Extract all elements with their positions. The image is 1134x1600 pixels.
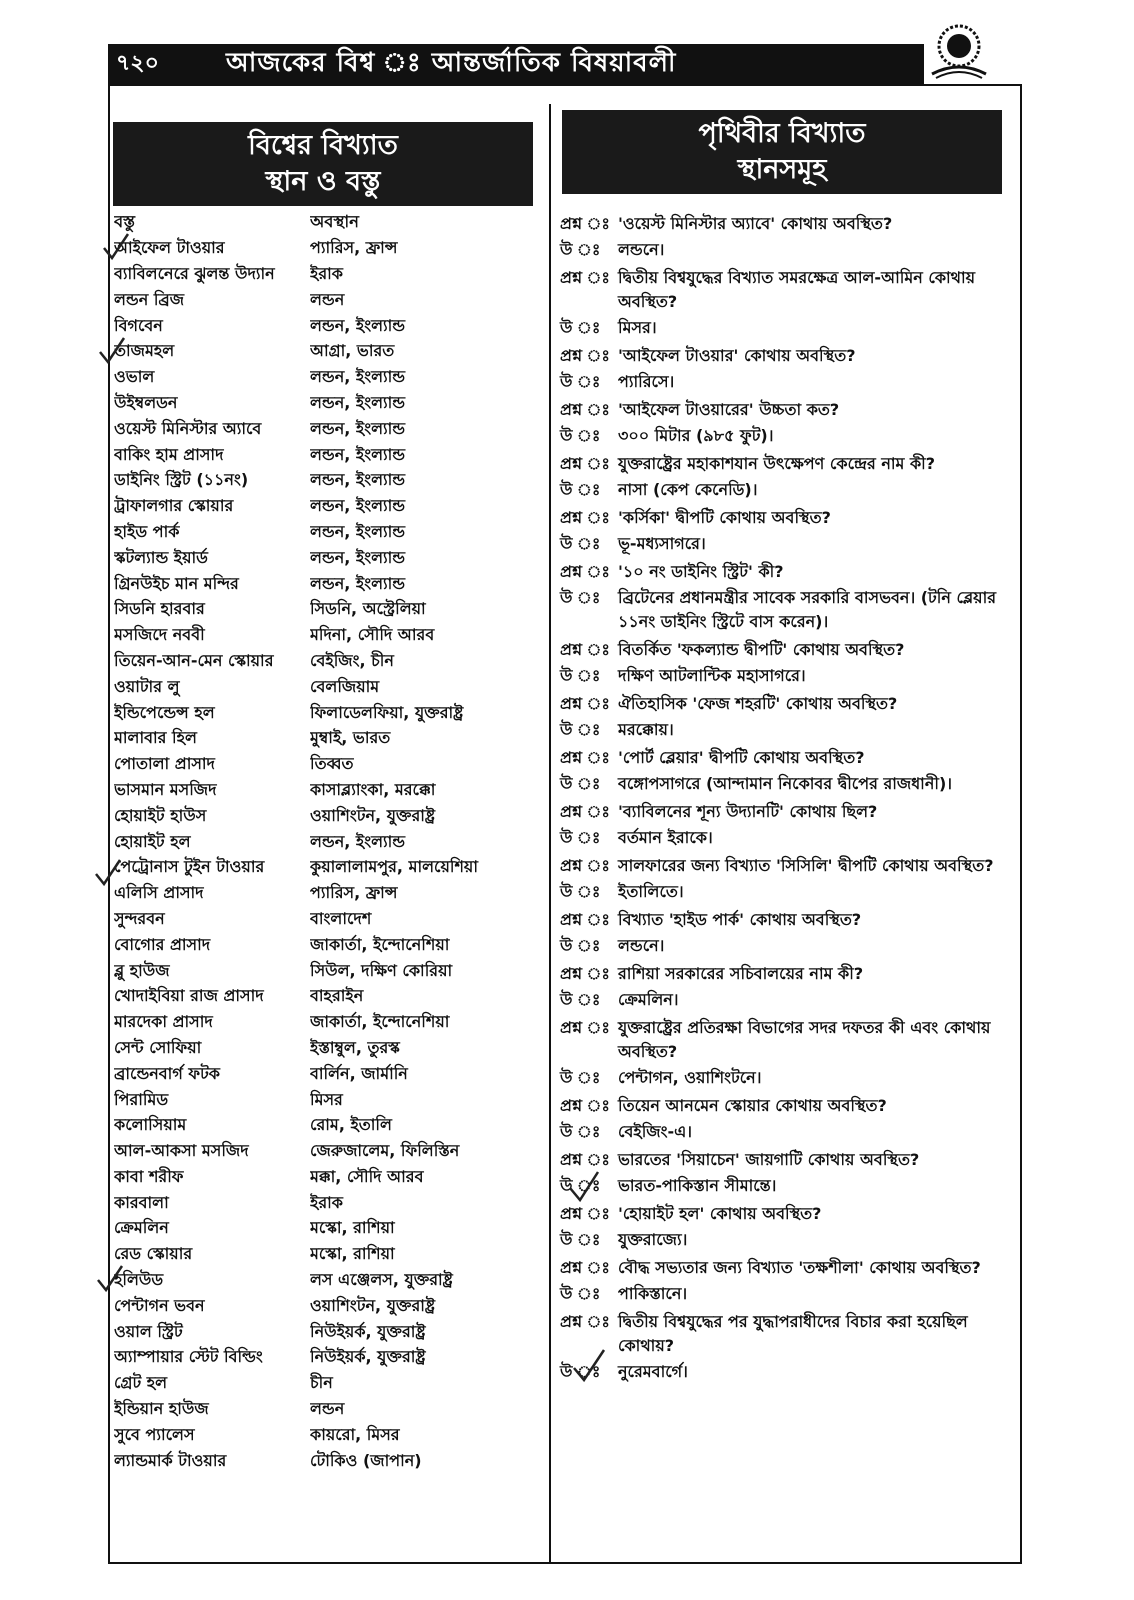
question (560, 1310, 1005, 1358)
table-row (114, 1010, 544, 1036)
answer-text: লন্ডনে। (618, 240, 665, 259)
question-label: প্রশ্ন ঃ (560, 1018, 610, 1037)
place-location: নিউইয়র্ক, যুক্তরাষ্ট্র (310, 1321, 426, 1341)
place-location: জাকার্তা, ইন্দোনেশিয়া (310, 934, 450, 954)
answer (560, 370, 1005, 394)
table-row (114, 1345, 544, 1371)
answer (560, 1120, 1005, 1144)
question-text: 'আইফেল টাওয়ারের' উচ্চতা কত? (618, 400, 840, 419)
place-location: বার্লিন, জার্মানি (310, 1063, 408, 1083)
place-name: আইফেল টাওয়ার (114, 238, 225, 258)
place-name: হোয়াইট হাউস (114, 805, 207, 825)
place-name: ব্লু হাউজ (114, 960, 170, 980)
question (560, 212, 1005, 236)
place-location: মস্কো, রাশিয়া (310, 1218, 395, 1238)
question (560, 266, 1005, 314)
question (560, 746, 1005, 770)
answer-text: যুক্তরাজ্যে। (618, 1230, 688, 1249)
place-location: মদিনা, সৌদি আরব (310, 625, 435, 645)
place-name: সুন্দরবন (114, 908, 165, 928)
answer-text: পাকিস্তানে। (618, 1284, 688, 1303)
place-location: কুয়ালালামপুর, মালয়েশিয়া (310, 857, 478, 877)
place-location: লন্ডন, ইংল্যান্ড (310, 367, 406, 387)
place-name: ব্যাবিলনেরে ঝুলন্ত উদ্যান (114, 264, 275, 283)
answer (560, 934, 1005, 958)
place-location: ওয়াশিংটন, যুক্তরাষ্ট্র (310, 1295, 436, 1315)
table-row (114, 1087, 544, 1113)
answer-text: মরক্কোয়। (618, 720, 674, 739)
place-name: কলোসিয়াম (114, 1115, 187, 1135)
table-row (114, 932, 544, 958)
answer-text: দক্ষিণ আটলান্টিক মহাসাগরে। (618, 666, 806, 685)
answer-label: উ ঃ (560, 318, 601, 337)
question (560, 800, 1005, 824)
place-name: মারদেকা প্রাসাদ (114, 1012, 213, 1032)
answer-text: মিসর। (618, 318, 657, 337)
answer (560, 586, 1005, 634)
question-text: 'পোর্ট ব্লেয়ার' দ্বীপটি কোথায় অবস্থিত? (618, 748, 865, 767)
answer-label: উ ঃ (560, 936, 601, 955)
table-row (114, 1293, 544, 1319)
answer-text: ক্রেমলিন। (618, 990, 679, 1009)
place-location: লন্ডন, ইংল্যান্ড (310, 547, 406, 567)
place-location: ফিলাডেলফিয়া, যুক্তরাষ্ট্র (310, 702, 464, 722)
place-location: ইরাক (310, 1192, 343, 1212)
answer (560, 424, 1005, 448)
page-number: ৭২০ (116, 50, 159, 76)
question (560, 962, 1005, 986)
answer-label: উ ঃ (560, 774, 601, 793)
place-name: উইম্বলডন (114, 392, 178, 412)
table-row (114, 700, 544, 726)
place-name: মালাবার হিল (114, 728, 197, 748)
question-label: প্রশ্ন ঃ (560, 400, 610, 419)
question-label: প্রশ্ন ঃ (560, 748, 610, 767)
question-text: দ্বিতীয় বিশ্বযুদ্ধের পর যুদ্ধাপরাধীদের বিচার করা হয়েছিল কোথায়? (618, 1312, 968, 1355)
answer-label: উ ঃ (560, 882, 601, 901)
place-name: অ্যাম্পায়ার স্টেট বিল্ডিং (114, 1347, 263, 1367)
place-location: জাকার্তা, ইন্দোনেশিয়া (310, 1012, 450, 1032)
answer-label: উ ঃ (560, 534, 601, 553)
place-location: নিউইয়র্ক, যুক্তরাষ্ট্র (310, 1347, 426, 1367)
place-location: কায়রো, মিসর (310, 1424, 400, 1444)
question-text: বিতর্কিত 'ফকল্যান্ড দ্বীপটি' কোথায় অবস্থিত? (618, 640, 905, 659)
question-text: ঐতিহাসিক 'ফেজ শহরটি' কোথায় অবস্থিত? (618, 694, 898, 713)
answer-text: বঙ্গোপসাগরে (আন্দামান নিকোবর দ্বীপের রাজধানী)। (618, 774, 952, 793)
table-row (114, 829, 544, 855)
answer (560, 664, 1005, 688)
running-title: আজকের বিশ্ব ঃ আন্তর্জাতিক বিষয়াবলী (226, 48, 677, 78)
question-text: ভারতের 'সিয়াচেন' জায়গাটি কোথায় অবস্থিত? (618, 1150, 920, 1169)
question (560, 854, 1005, 878)
answer (560, 988, 1005, 1012)
question-label: প্রশ্ন ঃ (560, 1312, 610, 1331)
place-name: তিয়েন-আন-মেন স্কোয়ার (114, 650, 274, 670)
table-row (114, 958, 544, 984)
place-name: ওভাল (114, 367, 155, 387)
place-name: সেন্ট সোফিয়া (114, 1037, 202, 1057)
place-location: টোকিও (জাপান) (310, 1450, 422, 1470)
left-title-line2: স্থান ও বস্তু (265, 166, 381, 197)
answer (560, 532, 1005, 556)
answer-label: উ ঃ (560, 1284, 601, 1303)
handwritten-checkmark-icon (100, 232, 130, 262)
place-name: ওয়েস্ট মিনিস্টার অ্যাবে (114, 418, 262, 438)
table-row (114, 1216, 544, 1242)
right-title-line1: পৃথিবীর বিখ্যাত (698, 118, 866, 149)
table-row (114, 1061, 544, 1087)
table-row (114, 468, 544, 494)
place-name: পিরামিড (114, 1089, 169, 1109)
answer-label: উ ঃ (560, 990, 601, 1009)
answer-text: প্যারিসে। (618, 372, 675, 391)
table-row (114, 1422, 544, 1448)
place-name: এলিসি প্রাসাদ (114, 883, 204, 903)
place-location: লন্ডন, ইংল্যান্ড (310, 521, 406, 541)
question-text: '১০ নং ডাইনিং স্ট্রিট' কী? (618, 562, 784, 581)
place-name: ভাসমান মসজিদ (114, 779, 217, 799)
place-name: গ্রেট হল (114, 1373, 168, 1393)
question-label: প্রশ্ন ঃ (560, 640, 610, 659)
right-title-line2: স্থানসমূহ (737, 154, 827, 185)
answer-text: ব্রিটেনের প্রধানমন্ত্রীর সাবেক সরকারি বাসভবন। (টনি ব্লেয়ার ১১নং ডাইনিং স্ট্রিটে বাস করেন)। (618, 588, 997, 631)
place-name: ইন্ডিয়ান হাউজ (114, 1399, 209, 1419)
table-row (114, 1113, 544, 1139)
place-location: লন্ডন, ইংল্যান্ড (310, 392, 406, 412)
answer (560, 1174, 1005, 1198)
place-location: ইরাক (310, 264, 343, 283)
question (560, 692, 1005, 716)
answer-text: ভারত-পাকিস্তান সীমান্তে। (618, 1176, 777, 1195)
question-label: প্রশ্ন ঃ (560, 1096, 610, 1115)
table-row (114, 649, 544, 675)
handwritten-checkmark-icon (92, 858, 122, 888)
place-name: কাবা শরীফ (114, 1166, 184, 1186)
place-name: বোগোর প্রাসাদ (114, 934, 211, 954)
table-row (114, 545, 544, 571)
table-row (114, 881, 544, 907)
place-location: জেরুজালেম, ফিলিস্তিন (310, 1141, 460, 1161)
publisher-emblem-icon (926, 16, 992, 82)
place-name: পেট্রোনাস টুইন টাওয়ার (114, 857, 265, 877)
left-title-line1: বিশ্বের বিখ্যাত (248, 130, 398, 161)
answer (560, 1282, 1005, 1306)
table-row (114, 1036, 544, 1062)
place-location: লস এঞ্জেলস, যুক্তরাষ্ট্র (310, 1270, 453, 1290)
place-location: ইস্তাম্বুল, তুরস্ক (310, 1037, 400, 1057)
place-location: লন্ডন, ইংল্যান্ড (310, 470, 406, 490)
question-label: প্রশ্ন ঃ (560, 346, 610, 365)
question-text: বৌদ্ধ সভ্যতার জন্য বিখ্যাত 'তক্ষশীলা' কোথায় অবস্থিত? (618, 1258, 981, 1277)
table-row (114, 339, 544, 365)
place-location: প্যারিস, ফ্রান্স (310, 883, 398, 903)
question (560, 452, 1005, 476)
place-location: বেইজিং, চীন (310, 650, 394, 670)
table-row (114, 597, 544, 623)
answer-text: লন্ডনে। (618, 936, 665, 955)
question-label: প্রশ্ন ঃ (560, 268, 610, 287)
question (560, 560, 1005, 584)
place-name: ক্রেমলিন (114, 1218, 169, 1238)
answer-label: উ ঃ (560, 1068, 601, 1087)
question-text: 'ওয়েস্ট মিনিস্টার অ্যাবে' কোথায় অবস্থিত? (618, 214, 893, 233)
place-location: সিডনি, অস্ট্রেলিয়া (310, 599, 426, 619)
question-label: প্রশ্ন ঃ (560, 910, 610, 929)
place-name: তাজমহল (114, 341, 175, 361)
place-name: ট্রাফালগার স্কোয়ার (114, 496, 234, 516)
question-text: 'ব্যাবিলনের শূন্য উদ্যানটি' কোথায় ছিল? (618, 802, 878, 821)
place-location: বাংলাদেশ (310, 908, 372, 928)
table-row (114, 236, 544, 262)
handwritten-checkmark-icon (566, 1170, 600, 1204)
place-location: ওয়াশিংটন, যুক্তরাষ্ট্র (310, 805, 436, 825)
place-name: মসজিদে নববী (114, 625, 205, 645)
place-name: কারবালা (114, 1192, 169, 1212)
question (560, 638, 1005, 662)
place-name: হোয়াইট হল (114, 831, 191, 851)
place-name: ইন্ডিপেন্ডেন্স হল (114, 702, 215, 722)
place-location: লন্ডন, ইংল্যান্ড (310, 573, 406, 593)
handwritten-checkmark-icon (96, 336, 126, 366)
places-table (114, 210, 544, 1474)
table-row (114, 1268, 544, 1294)
question-text: রাশিয়া সরকারের সচিবালয়ের নাম কী? (618, 964, 864, 983)
place-name: ল্যান্ডমার্ক টাওয়ার (114, 1450, 227, 1470)
place-location: বাহরাইন (310, 986, 364, 1006)
place-name: আল-আকসা মসজিদ (114, 1141, 249, 1161)
question-text: দ্বিতীয় বিশ্বযুদ্ধের বিখ্যাত সমরক্ষেত্র আল-আমিন কোথায় অবস্থিত? (618, 268, 976, 311)
place-location: লন্ডন, ইংল্যান্ড (310, 315, 406, 335)
running-header (108, 44, 924, 84)
table-row (114, 984, 544, 1010)
answer-label: উ ঃ (560, 588, 601, 607)
question-label: প্রশ্ন ঃ (560, 856, 610, 875)
answer-text: নুরেমবার্গে। (618, 1362, 688, 1381)
question-text: সালফারের জন্য বিখ্যাত 'সিসিলি' দ্বীপটি কোথায় অবস্থিত? (618, 856, 994, 875)
table-row (114, 726, 544, 752)
table-row (114, 1397, 544, 1423)
answer-label: উ ঃ (560, 240, 601, 259)
place-name: ডাইনিং স্ট্রিট (১১নং) (114, 470, 249, 490)
answer-text: নাসা (কেপ কেনেডি)। (618, 480, 758, 499)
place-name: হলিউড (114, 1270, 164, 1290)
question-text: 'কর্সিকা' দ্বীপটি কোথায় অবস্থিত? (618, 508, 831, 527)
place-name: ব্রান্ডেনবার্গ ফটক (114, 1063, 220, 1083)
table-row (114, 365, 544, 391)
table-row (114, 1448, 544, 1474)
column-divider (549, 104, 551, 1564)
table-row (114, 1164, 544, 1190)
answer-text: পেন্টাগন, ওয়াশিংটনে। (618, 1068, 762, 1087)
table-header (114, 210, 544, 236)
table-row (114, 674, 544, 700)
answer-text: ভূ-মধ্যসাগরে। (618, 534, 706, 553)
answer-label: উ ঃ (560, 1176, 601, 1195)
answer (560, 1066, 1005, 1090)
place-location: মিসর (310, 1089, 343, 1109)
answer-label: উ ঃ (560, 828, 601, 847)
place-location: লন্ডন, ইংল্যান্ড (310, 831, 406, 851)
table-row (114, 1371, 544, 1397)
question-text: যুক্তরাষ্ট্রের মহাকাশযান উৎক্ষেপণ কেন্দ্রের নাম কী? (618, 454, 936, 473)
answer-label: উ ঃ (560, 1362, 601, 1381)
place-name: গ্রিনউইচ মান মন্দির (114, 573, 239, 593)
place-location: আগ্রা, ভারত (310, 341, 395, 361)
place-name: লন্ডন ব্রিজ (114, 289, 185, 309)
answer (560, 316, 1005, 340)
table-row (114, 571, 544, 597)
place-name: বিগবেন (114, 315, 163, 335)
table-row (114, 287, 544, 313)
answer-text: ৩০০ মিটার (৯৮৫ ফুট)। (618, 426, 774, 445)
place-name: খোদাইবিয়া রাজ প্রাসাদ (114, 986, 264, 1006)
question-label: প্রশ্ন ঃ (560, 694, 610, 713)
answer (560, 718, 1005, 742)
table-row (114, 520, 544, 546)
place-location: মক্কা, সৌদি আরব (310, 1166, 424, 1186)
qa-list (560, 208, 1005, 1384)
place-location: তিব্বত (310, 754, 354, 774)
table-row (114, 494, 544, 520)
table-row (114, 778, 544, 804)
question-text: বিখ্যাত 'হাইড পার্ক' কোথায় অবস্থিত? (618, 910, 862, 929)
place-location: সিউল, দক্ষিণ কোরিয়া (310, 960, 453, 980)
table-row (114, 623, 544, 649)
handwritten-checkmark-icon (570, 1348, 606, 1384)
answer (560, 1228, 1005, 1252)
answer (560, 478, 1005, 502)
place-name: সুবে প্যালেস (114, 1424, 195, 1444)
answer (560, 238, 1005, 262)
question-label: প্রশ্ন ঃ (560, 964, 610, 983)
question-label: প্রশ্ন ঃ (560, 214, 610, 233)
question-label: প্রশ্ন ঃ (560, 1150, 610, 1169)
place-location: মস্কো, রাশিয়া (310, 1244, 395, 1264)
question-label: প্রশ্ন ঃ (560, 802, 610, 821)
question-text: যুক্তরাষ্ট্রের প্রতিরক্ষা বিভাগের সদর দফতর কী এবং কোথায় অবস্থিত? (618, 1018, 991, 1061)
answer-label: উ ঃ (560, 426, 601, 445)
question (560, 908, 1005, 932)
table-row (114, 907, 544, 933)
answer-label: উ ঃ (560, 480, 601, 499)
question (560, 1202, 1005, 1226)
table-row (114, 1242, 544, 1268)
answer (560, 880, 1005, 904)
question-label: প্রশ্ন ঃ (560, 454, 610, 473)
table-row (114, 752, 544, 778)
question (560, 398, 1005, 422)
right-section-title (562, 110, 1002, 194)
answer (560, 826, 1005, 850)
table-row (114, 416, 544, 442)
answer-label: উ ঃ (560, 1230, 601, 1249)
answer-label: উ ঃ (560, 666, 601, 685)
answer (560, 772, 1005, 796)
table-row (114, 313, 544, 339)
table-row (114, 1190, 544, 1216)
place-name: বাকিং হাম প্রাসাদ (114, 444, 224, 464)
table-row (114, 1319, 544, 1345)
answer-text: ইতালিতে। (618, 882, 684, 901)
place-location: মুম্বাই, ভারত (310, 728, 391, 748)
column-header-object: বস্তু (114, 212, 136, 232)
table-row (114, 442, 544, 468)
place-name: পেন্টাগন ভবন (114, 1295, 205, 1315)
question (560, 1094, 1005, 1118)
question-label: প্রশ্ন ঃ (560, 508, 610, 527)
place-location: কাসাব্ল্যাংকা, মরক্কো (310, 779, 436, 799)
place-location: লন্ডন, ইংল্যান্ড (310, 418, 406, 438)
question (560, 506, 1005, 530)
table-row (114, 855, 544, 881)
place-location: প্যারিস, ফ্রান্স (310, 238, 398, 258)
question-text: 'আইফেল টাওয়ার' কোথায় অবস্থিত? (618, 346, 856, 365)
place-name: সিডনি হারবার (114, 599, 205, 619)
question-text: তিয়েন আনমেন স্কোয়ার কোথায় অবস্থিত? (618, 1096, 887, 1115)
place-name: ওয়াটার লু (114, 676, 180, 696)
question (560, 344, 1005, 368)
answer-label: উ ঃ (560, 372, 601, 391)
place-name: ওয়াল স্ট্রিট (114, 1321, 183, 1341)
left-section-title (113, 122, 533, 206)
column-header-location: অবস্থান (310, 212, 360, 232)
table-row (114, 803, 544, 829)
place-location: বেলজিয়াম (310, 676, 380, 696)
question (560, 1256, 1005, 1280)
answer (560, 1360, 1005, 1384)
table-row (114, 391, 544, 417)
question (560, 1016, 1005, 1064)
answer-label: উ ঃ (560, 1122, 601, 1141)
place-name: স্কটল্যান্ড ইয়ার্ড (114, 547, 208, 567)
place-location: লন্ডন (310, 1399, 345, 1419)
question (560, 1148, 1005, 1172)
place-location: লন্ডন, ইংল্যান্ড (310, 444, 406, 464)
place-location: লন্ডন, ইংল্যান্ড (310, 496, 406, 516)
question-label: প্রশ্ন ঃ (560, 1204, 610, 1223)
place-location: চীন (310, 1373, 333, 1393)
answer-text: বর্তমান ইরাকে। (618, 828, 713, 847)
place-name: রেড স্কোয়ার (114, 1244, 193, 1264)
question-label: প্রশ্ন ঃ (560, 562, 610, 581)
place-name: হাইড পার্ক (114, 521, 180, 541)
answer-text: বেইজিং-এ। (618, 1122, 693, 1141)
answer-label: উ ঃ (560, 720, 601, 739)
table-row (114, 1139, 544, 1165)
place-location: রোম, ইতালি (310, 1115, 392, 1135)
question-text: 'হোয়াইট হল' কোথায় অবস্থিত? (618, 1204, 822, 1223)
place-location: লন্ডন (310, 289, 345, 309)
table-row (114, 262, 544, 288)
question-label: প্রশ্ন ঃ (560, 1258, 610, 1277)
handwritten-checkmark-icon (94, 1264, 124, 1294)
place-name: পোতালা প্রাসাদ (114, 754, 215, 774)
